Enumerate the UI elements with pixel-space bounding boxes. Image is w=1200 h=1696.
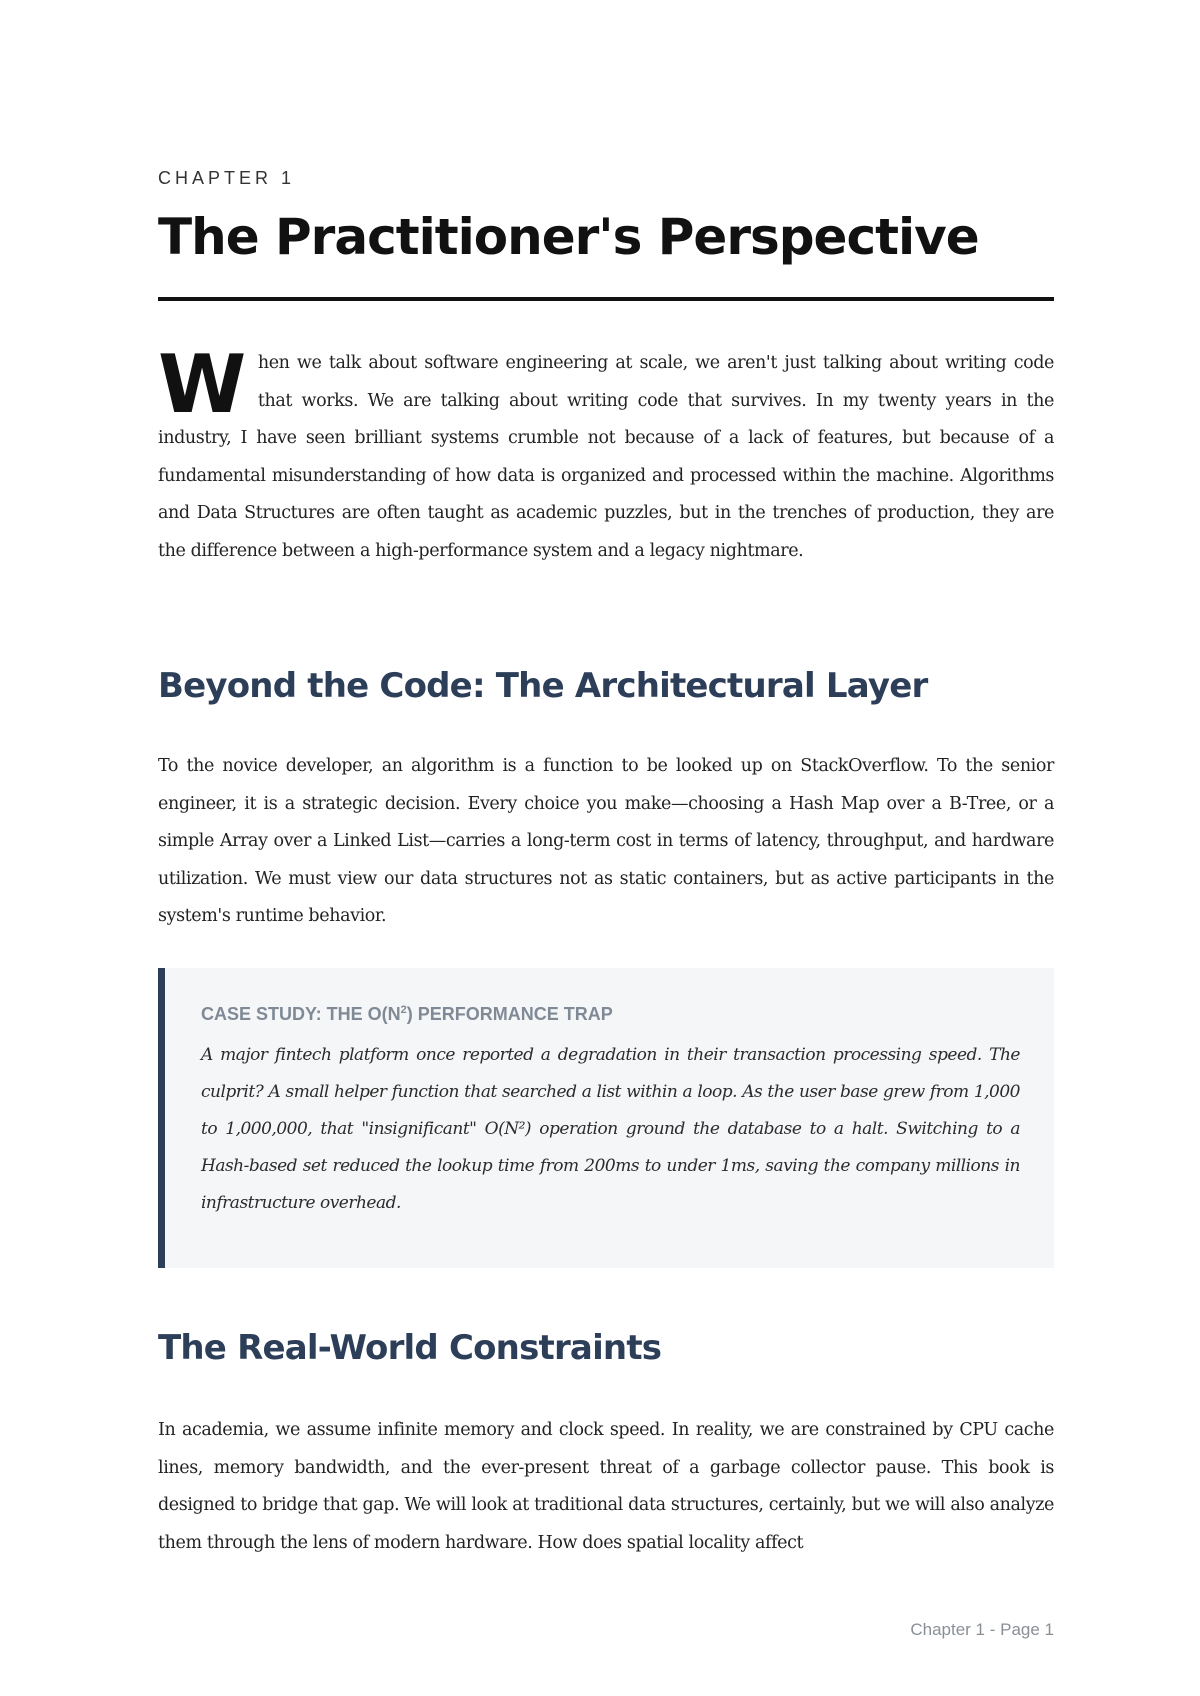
title-divider xyxy=(158,297,1054,301)
section-heading-beyond-the-code: Beyond the Code: The Architectural Layer xyxy=(158,666,928,706)
section-heading-real-world-constraints: The Real-World Constraints xyxy=(158,1328,662,1368)
chapter-label: CHAPTER 1 xyxy=(158,168,296,188)
case-study-title xyxy=(201,1004,1020,1025)
paragraph-real-world-constraints: In academia, we assume infinite memory and clock speed. In reality, we are constrained by CPU cache lines, memory bandwidth, and the ever-present threat of a garbage collector pause. This book is designed to bridge that gap. We will look at traditional data structures, certainly, but we will also analyze them through the lens of modern hardware. How does spatial locality affect xyxy=(158,1420,1054,1553)
intro-text: hen we talk about software engineering at scale, we aren't just talking about writing code that works. We are talking about writing code that survives. In my twenty years in the industry, I have seen brilliant systems crumble not because of a lack of features, but because of a fundamental misunderstanding of how data is organized and processed within the machine. Algorithms and Data Structures are often taught as academic puzzles, but in the trenches of production, they are the difference between a high-performance system and a legacy nightmare. xyxy=(158,353,1054,561)
case-study-text: A major fintech platform once reported a degradation in their transaction processing speed. The culprit? A small helper function that searched a list within a loop. As the user base grew from 1,000 to 1,000,000, that "insignificant" O(N²) operation ground the database to a halt. Switching to a Hash-based set reduced the lookup time from 200ms to under 1ms, saving the company millions in infrastructure overhead. xyxy=(201,1045,1020,1213)
case-study-callout xyxy=(158,968,1054,1268)
case-study-title-suffix: ) PERFORMANCE TRAP xyxy=(406,1004,613,1024)
page-footer: Chapter 1 - Page 1 xyxy=(910,1620,1054,1639)
case-study-title-prefix: CASE STUDY: THE O(N xyxy=(201,1004,401,1024)
chapter-title: The Practitioner's Perspective xyxy=(158,208,979,266)
intro-paragraph xyxy=(158,338,1054,570)
paragraph-beyond-the-code: To the novice developer, an algorithm is a function to be looked up on StackOverflow. To the senior engineer, it is a strategic decision. Every choice you make—choosing a Hash Map over a B-Tree, or a simple Array over a Linked List—carries a long-term cost in terms of latency, throughput, and hardware utilization. We must view our data structures not as static containers, but as active participants in the system's runtime behavior. xyxy=(158,756,1054,926)
drop-cap: W xyxy=(158,338,246,431)
case-study-title-superscript: 2 xyxy=(400,1004,407,1016)
